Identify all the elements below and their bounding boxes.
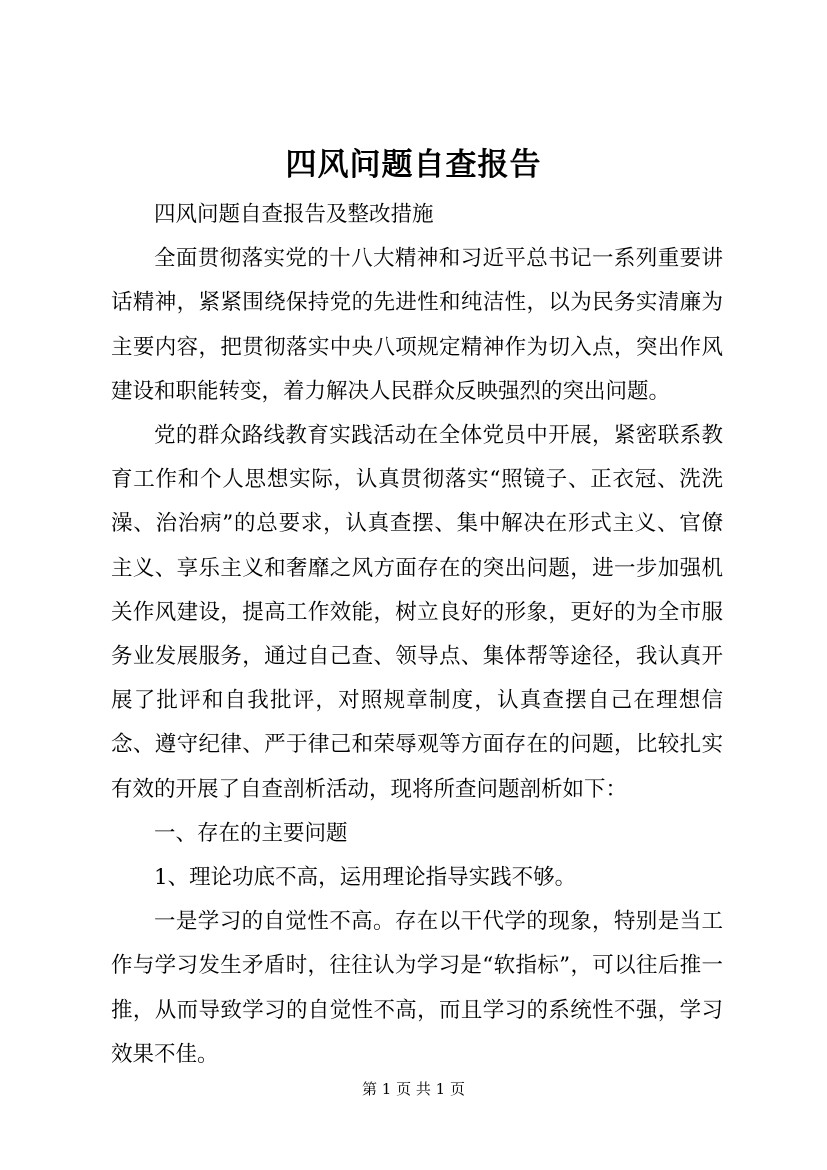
subtitle-paragraph: 四风问题自查报告及整改措施 [154, 202, 434, 227]
document-title: 四风问题自查报告 [285, 147, 542, 183]
body-paragraph: 党的群众路线教育实践活动在全体党员中开展，紧密联系教育工作和个人思想实际，认真贯彻落实“照镜子、正衣冠、洗洗澡、治治病”的总要求，认真查摆、集中解决在形式主义、官僚主义、享乐主义和奢靡之风方面存在的突出问题，进一步加强机关作风建设，提高工作效能，树立良好的形象，更好的为全市服务业发展服务，通过自己查、领导点、集体帮等途径，我认真开展了批评和自我批评，对照规章制度，认真查摆自己在理想信念、遵守纪律、严于律己和荣辱观等方面存在的问题，比较扎实有效的开展了自查剖析活动，现将所查问题剖析如下： [111, 423, 723, 802]
section-heading: 一、存在的主要问题 [154, 820, 348, 846]
document-body [111, 193, 723, 1077]
page-footer: 第 1 页 共 1 页 [362, 1080, 465, 1098]
body-paragraph: 一是学习的自觉性不高。存在以干代学的现象，特别是当工作与学习发生矛盾时，往往认为学习是“软指标”，可以往后推一推，从而导致学习的自觉性不高，而且学习的系统性不强，学习效果不佳。 [111, 909, 723, 1067]
subsection-heading: 1、理论功底不高，运用理论指导实践不够。 [154, 865, 577, 891]
body-paragraph: 全面贯彻落实党的十八大精神和习近平总书记一系列重要讲话精神，紧紧围绕保持党的先进性和纯洁性，以为民务实清廉为主要内容，把贯彻落实中央八项规定精神作为切入点，突出作风建设和职能转变，着力解决人民群众反映强烈的突出问题。 [111, 246, 723, 404]
